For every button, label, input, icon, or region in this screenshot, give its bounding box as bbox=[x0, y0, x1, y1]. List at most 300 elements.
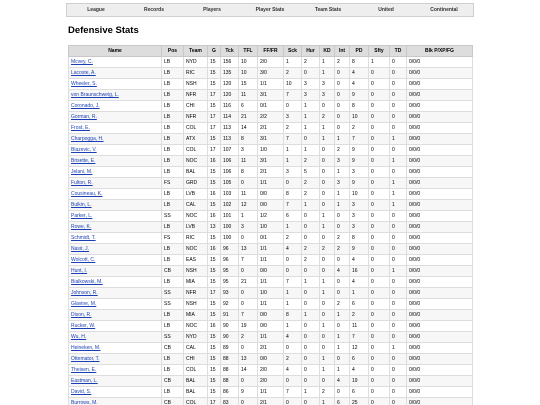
stat-cell: 1 bbox=[239, 211, 258, 222]
stat-cell: 1 bbox=[390, 200, 407, 211]
stat-cell: 1 bbox=[320, 398, 335, 405]
stat-cell: 0 bbox=[302, 376, 320, 387]
table-row bbox=[69, 167, 473, 178]
column-header-g[interactable]: G bbox=[208, 46, 221, 57]
stat-cell: NFR bbox=[184, 288, 208, 299]
stat-cell: BAL bbox=[184, 376, 208, 387]
stat-cell: 0 bbox=[369, 365, 390, 376]
player-link[interactable]: Rowe, K. bbox=[71, 224, 92, 230]
stat-cell: NSH bbox=[184, 299, 208, 310]
stat-cell: 1 bbox=[390, 343, 407, 354]
player-link[interactable]: Fulton, R. bbox=[71, 180, 93, 186]
stat-cell: 0 bbox=[335, 68, 350, 79]
stat-cell: 0 bbox=[320, 101, 335, 112]
stat-cell: 13 bbox=[239, 354, 258, 365]
stat-cell: 15 bbox=[208, 332, 221, 343]
stat-cell: 1 bbox=[335, 343, 350, 354]
stat-cell: 1 bbox=[320, 211, 335, 222]
stat-cell: 0 bbox=[369, 376, 390, 387]
stat-cell: 0 bbox=[390, 299, 407, 310]
stat-cell: 0 bbox=[239, 376, 258, 387]
stat-cell: CB bbox=[162, 398, 184, 405]
player-link[interactable]: Schmidt, T. bbox=[71, 235, 96, 241]
stat-cell: 1 bbox=[320, 134, 335, 145]
stat-cell: 11 bbox=[239, 156, 258, 167]
stat-cell: 7 bbox=[350, 134, 369, 145]
player-link[interactable]: Wu, H. bbox=[71, 334, 87, 340]
stat-cell: 0/0/0 bbox=[407, 343, 473, 354]
stat-cell: 120 bbox=[221, 79, 239, 90]
stat-cell: 4 bbox=[284, 365, 302, 376]
stat-cell: 8 bbox=[284, 310, 302, 321]
table-row bbox=[69, 343, 473, 354]
nav-league[interactable]: League bbox=[87, 7, 105, 13]
nav-team-stats[interactable]: Team Stats bbox=[314, 7, 342, 13]
stat-cell: 6 bbox=[284, 211, 302, 222]
stat-cell: 1 bbox=[320, 222, 335, 233]
stat-cell: 1 bbox=[335, 200, 350, 211]
stat-cell: 0 bbox=[302, 68, 320, 79]
stat-cell: 0 bbox=[284, 343, 302, 354]
stat-cell: NOC bbox=[184, 156, 208, 167]
table-row bbox=[69, 376, 473, 387]
stat-cell: 13 bbox=[208, 222, 221, 233]
stat-cell: COL bbox=[184, 123, 208, 134]
stat-cell: 3 bbox=[239, 145, 258, 156]
stat-cell: LB bbox=[162, 200, 184, 211]
stat-cell: 0/0/0 bbox=[407, 211, 473, 222]
stat-cell: 0/0/0 bbox=[407, 233, 473, 244]
stat-cell: 1 bbox=[335, 332, 350, 343]
player-link[interactable]: Theisen, E. bbox=[71, 367, 97, 373]
stat-cell: 6 bbox=[350, 354, 369, 365]
stat-cell: 0 bbox=[369, 299, 390, 310]
stat-cell: LVB bbox=[184, 189, 208, 200]
stat-cell: 15 bbox=[208, 68, 221, 79]
stat-cell: 10 bbox=[239, 68, 258, 79]
stat-cell: 0 bbox=[369, 255, 390, 266]
stat-cell: 0 bbox=[284, 255, 302, 266]
column-header-pos[interactable]: Pos bbox=[162, 46, 184, 57]
player-name-cell bbox=[69, 365, 162, 376]
stat-cell: 2/1 bbox=[258, 398, 284, 405]
player-link[interactable]: Blazevic, V. bbox=[71, 147, 97, 153]
stat-cell: 1/0 bbox=[258, 145, 284, 156]
stat-cell: 12 bbox=[239, 200, 258, 211]
stat-cell: 116 bbox=[221, 101, 239, 112]
nav-united[interactable]: United bbox=[378, 7, 394, 13]
stat-cell: 9 bbox=[350, 178, 369, 189]
stat-cell: 1 bbox=[320, 57, 335, 68]
stat-cell: 0 bbox=[369, 90, 390, 101]
player-link[interactable]: Frost, E. bbox=[71, 125, 90, 131]
stat-cell: 0 bbox=[369, 398, 390, 405]
stat-cell: 1 bbox=[302, 112, 320, 123]
stat-cell: 90 bbox=[221, 321, 239, 332]
stat-cell: 0 bbox=[369, 288, 390, 299]
stat-cell: 0 bbox=[284, 266, 302, 277]
stat-cell: 3/0 bbox=[258, 68, 284, 79]
stat-cell: 2 bbox=[320, 112, 335, 123]
player-link[interactable]: Nasir, J. bbox=[71, 246, 90, 252]
stat-cell: 2 bbox=[284, 68, 302, 79]
nav-continental[interactable]: Continental bbox=[430, 7, 458, 13]
stat-cell: 0/0/0 bbox=[407, 299, 473, 310]
stat-cell: 15 bbox=[208, 255, 221, 266]
stat-cell: 0 bbox=[369, 277, 390, 288]
stat-cell: 0/0 bbox=[258, 354, 284, 365]
stat-cell: 4 bbox=[284, 332, 302, 343]
stat-cell: 1 bbox=[302, 277, 320, 288]
stat-cell: 0 bbox=[320, 200, 335, 211]
stat-cell: 2 bbox=[335, 57, 350, 68]
column-header-pd[interactable]: PD bbox=[350, 46, 369, 57]
stat-cell: SS bbox=[162, 299, 184, 310]
stat-cell: 6 bbox=[239, 101, 258, 112]
stat-cell: 9 bbox=[239, 387, 258, 398]
player-link[interactable]: Bulkin, L. bbox=[71, 202, 92, 208]
stat-cell: 7 bbox=[284, 387, 302, 398]
column-header-tfl[interactable]: TFL bbox=[239, 46, 258, 57]
stat-cell: 2/1 bbox=[258, 167, 284, 178]
player-name-cell bbox=[69, 244, 162, 255]
stat-cell: 3 bbox=[350, 167, 369, 178]
stat-cell: 1 bbox=[320, 354, 335, 365]
column-header-hur[interactable]: Hur bbox=[302, 46, 320, 57]
stat-cell: 95 bbox=[221, 266, 239, 277]
stat-cell: CB bbox=[162, 266, 184, 277]
stat-cell: 0 bbox=[320, 299, 335, 310]
player-name-cell bbox=[69, 299, 162, 310]
stat-cell: LB bbox=[162, 167, 184, 178]
stat-cell: LB bbox=[162, 68, 184, 79]
player-link[interactable]: Lacoste, A. bbox=[71, 70, 96, 76]
stat-cell: 0 bbox=[320, 376, 335, 387]
stat-cell: 0 bbox=[320, 332, 335, 343]
stat-cell: 0 bbox=[390, 354, 407, 365]
table-row bbox=[69, 222, 473, 233]
stat-cell: 25 bbox=[350, 398, 369, 405]
player-name-cell bbox=[69, 145, 162, 156]
stat-cell: 0 bbox=[320, 233, 335, 244]
stat-cell: 16 bbox=[208, 156, 221, 167]
stat-cell: 2 bbox=[335, 299, 350, 310]
stat-cell: 15 bbox=[208, 200, 221, 211]
stat-cell: 86 bbox=[221, 387, 239, 398]
stat-cell: 2 bbox=[302, 189, 320, 200]
player-link[interactable]: Jelani, M. bbox=[71, 169, 93, 175]
stat-cell: 1 bbox=[302, 310, 320, 321]
player-name-cell bbox=[69, 189, 162, 200]
stat-cell: 0 bbox=[284, 101, 302, 112]
stat-cell: 15 bbox=[208, 299, 221, 310]
stat-cell: 15 bbox=[208, 310, 221, 321]
stat-cell: 0 bbox=[302, 266, 320, 277]
stat-cell: 156 bbox=[221, 57, 239, 68]
table-row bbox=[69, 189, 473, 200]
player-link[interactable]: Burrows, M. bbox=[71, 400, 98, 405]
stat-cell: LB bbox=[162, 277, 184, 288]
player-name-cell bbox=[69, 255, 162, 266]
stat-cell: 0 bbox=[335, 211, 350, 222]
stat-cell: 0 bbox=[302, 233, 320, 244]
column-header-blk-p-xp-fg[interactable]: Blk P/XP/FG bbox=[407, 46, 473, 57]
stat-cell: LVB bbox=[184, 222, 208, 233]
stat-cell: 83 bbox=[221, 398, 239, 405]
player-name-cell bbox=[69, 90, 162, 101]
stat-cell: 0 bbox=[390, 321, 407, 332]
stat-cell: 10 bbox=[239, 57, 258, 68]
stat-cell: 4 bbox=[350, 255, 369, 266]
stat-cell: 89 bbox=[221, 343, 239, 354]
stat-cell: 0/0/0 bbox=[407, 112, 473, 123]
stat-cell: 96 bbox=[221, 244, 239, 255]
column-header-td[interactable]: TD bbox=[390, 46, 407, 57]
stat-cell: 0/0 bbox=[258, 321, 284, 332]
stat-cell: 0 bbox=[390, 68, 407, 79]
stat-cell: 102 bbox=[221, 200, 239, 211]
stat-cell: 0/0/0 bbox=[407, 321, 473, 332]
stat-cell: 0 bbox=[239, 343, 258, 354]
stat-cell: 19 bbox=[239, 321, 258, 332]
stat-cell: 1 bbox=[302, 200, 320, 211]
table-row bbox=[69, 145, 473, 156]
stat-cell: 0 bbox=[390, 112, 407, 123]
player-link[interactable]: Bialkowski, M. bbox=[71, 279, 103, 285]
player-link[interactable]: Mcvey, C. bbox=[71, 59, 93, 65]
stat-cell: 0 bbox=[369, 343, 390, 354]
stat-cell: 1 bbox=[369, 57, 390, 68]
stat-cell: 0/0/0 bbox=[407, 156, 473, 167]
stat-cell: 2/2 bbox=[258, 112, 284, 123]
table-row bbox=[69, 332, 473, 343]
stat-cell: 0 bbox=[369, 101, 390, 112]
stat-cell: 15 bbox=[208, 376, 221, 387]
page-title: Defensive Stats bbox=[68, 25, 139, 36]
column-header-kd[interactable]: KD bbox=[320, 46, 335, 57]
player-link[interactable]: Gorman, R. bbox=[71, 114, 97, 120]
column-header-sck[interactable]: Sck bbox=[284, 46, 302, 57]
stat-cell: 16 bbox=[350, 266, 369, 277]
stat-cell: 16 bbox=[208, 244, 221, 255]
stat-cell: MIA bbox=[184, 310, 208, 321]
stat-cell: 1 bbox=[390, 189, 407, 200]
stat-cell: 2 bbox=[350, 310, 369, 321]
stat-cell: COL bbox=[184, 365, 208, 376]
stat-cell: 0 bbox=[239, 233, 258, 244]
stat-cell: 106 bbox=[221, 167, 239, 178]
stat-cell: 11 bbox=[239, 90, 258, 101]
stat-cell: COL bbox=[184, 145, 208, 156]
stat-cell: 7 bbox=[284, 134, 302, 145]
stat-cell: 0/0/0 bbox=[407, 266, 473, 277]
stat-cell: CB bbox=[162, 376, 184, 387]
stat-cell: LB bbox=[162, 145, 184, 156]
stat-cell: LB bbox=[162, 321, 184, 332]
player-link[interactable]: Brisette, E. bbox=[71, 158, 96, 164]
table-row bbox=[69, 398, 473, 405]
stat-cell: 0/0 bbox=[258, 310, 284, 321]
stat-cell: 3 bbox=[350, 211, 369, 222]
stat-cell: FS bbox=[162, 233, 184, 244]
stat-cell: 90 bbox=[221, 332, 239, 343]
stat-cell: 103 bbox=[221, 189, 239, 200]
stat-cell: 106 bbox=[221, 156, 239, 167]
stat-cell: 105 bbox=[221, 178, 239, 189]
stat-cell: 3 bbox=[350, 222, 369, 233]
stat-cell: 0 bbox=[320, 189, 335, 200]
stat-cell: 15 bbox=[208, 79, 221, 90]
table-body bbox=[69, 57, 473, 405]
table-row bbox=[69, 178, 473, 189]
stat-cell: SS bbox=[162, 211, 184, 222]
player-link[interactable]: Glavine, M. bbox=[71, 301, 97, 307]
stat-cell: LB bbox=[162, 365, 184, 376]
table-row bbox=[69, 79, 473, 90]
stat-cell: 7 bbox=[239, 255, 258, 266]
stat-cell: 0 bbox=[369, 332, 390, 343]
table-row bbox=[69, 255, 473, 266]
stat-cell: 2 bbox=[320, 387, 335, 398]
stat-cell: 0 bbox=[369, 321, 390, 332]
stat-cell: 12 bbox=[350, 343, 369, 354]
player-link[interactable]: Cousineau, K. bbox=[71, 191, 103, 197]
player-link[interactable]: Parker, L. bbox=[71, 213, 93, 219]
stat-cell: 0 bbox=[390, 101, 407, 112]
stat-cell: NSH bbox=[184, 266, 208, 277]
stat-cell: 2 bbox=[320, 244, 335, 255]
stat-cell: 1 bbox=[320, 365, 335, 376]
stat-cell: 0 bbox=[284, 178, 302, 189]
player-link[interactable]: Johnson, R. bbox=[71, 290, 98, 296]
stat-cell: 0/0/0 bbox=[407, 90, 473, 101]
column-header-sfty[interactable]: Sfty bbox=[369, 46, 390, 57]
nav-records[interactable]: Records bbox=[143, 7, 164, 13]
stat-cell: SS bbox=[162, 332, 184, 343]
stat-cell: CHI bbox=[184, 354, 208, 365]
stat-cell: NYD bbox=[184, 332, 208, 343]
stat-cell: 1/1 bbox=[258, 255, 284, 266]
stat-cell: LB bbox=[162, 90, 184, 101]
nav-player-stats[interactable]: Player Stats bbox=[255, 7, 285, 13]
stat-cell: 0/0/0 bbox=[407, 398, 473, 405]
stat-cell: 0 bbox=[335, 321, 350, 332]
stat-cell: 0/0/0 bbox=[407, 145, 473, 156]
nav-players[interactable]: Players bbox=[203, 7, 221, 13]
stat-cell: 1/2 bbox=[258, 211, 284, 222]
stat-cell: 2/0 bbox=[258, 365, 284, 376]
column-header-name[interactable]: Name bbox=[69, 46, 162, 57]
player-link[interactable]: Wheeler, S. bbox=[71, 81, 97, 87]
stat-cell: 2 bbox=[302, 57, 320, 68]
stat-cell: 101 bbox=[221, 211, 239, 222]
stat-cell: 3 bbox=[320, 90, 335, 101]
player-link[interactable]: Wolcott, C. bbox=[71, 257, 96, 263]
table-row bbox=[69, 134, 473, 145]
stat-cell: 1 bbox=[302, 387, 320, 398]
stat-cell: 3 bbox=[239, 222, 258, 233]
stat-cell: 2 bbox=[239, 332, 258, 343]
stat-cell: LB bbox=[162, 354, 184, 365]
stat-cell: 16 bbox=[208, 189, 221, 200]
stat-cell: 0 bbox=[390, 376, 407, 387]
player-link[interactable]: Eastman, L. bbox=[71, 378, 98, 384]
stat-cell: 4 bbox=[350, 365, 369, 376]
player-link[interactable]: Coronado, J. bbox=[71, 103, 100, 109]
stat-cell: 2 bbox=[284, 354, 302, 365]
stat-cell: 15 bbox=[208, 266, 221, 277]
player-link[interactable]: Rucker, W. bbox=[71, 323, 96, 329]
stat-cell: 14 bbox=[239, 365, 258, 376]
column-header-tck[interactable]: Tck bbox=[221, 46, 239, 57]
player-link[interactable]: Charpogga, H. bbox=[71, 136, 104, 142]
player-name-cell bbox=[69, 266, 162, 277]
stat-cell: 0 bbox=[369, 156, 390, 167]
player-name-cell bbox=[69, 387, 162, 398]
stat-cell: 2 bbox=[302, 244, 320, 255]
column-header-ff-fr[interactable]: FF/FR bbox=[258, 46, 284, 57]
stat-cell: RIC bbox=[184, 68, 208, 79]
stat-cell: 0 bbox=[369, 112, 390, 123]
table-row bbox=[69, 299, 473, 310]
column-header-int[interactable]: Int bbox=[335, 46, 350, 57]
stat-cell: 0 bbox=[390, 167, 407, 178]
player-name-cell bbox=[69, 68, 162, 79]
player-name-cell bbox=[69, 101, 162, 112]
player-link[interactable]: von Braunschweig, L. bbox=[71, 92, 119, 98]
player-link[interactable]: Ottemator, T. bbox=[71, 356, 100, 362]
stat-cell: LB bbox=[162, 222, 184, 233]
main-nav bbox=[66, 3, 474, 17]
player-link[interactable]: Hunt, I. bbox=[71, 268, 88, 274]
stat-cell: 0 bbox=[335, 255, 350, 266]
stat-cell: 16 bbox=[208, 211, 221, 222]
stat-cell: 8 bbox=[239, 167, 258, 178]
defensive-stats-table bbox=[68, 45, 473, 405]
stat-cell: 0/0/0 bbox=[407, 255, 473, 266]
stat-cell: 3 bbox=[302, 79, 320, 90]
stat-cell: 0 bbox=[390, 211, 407, 222]
stat-cell: BAL bbox=[184, 167, 208, 178]
player-name-cell bbox=[69, 156, 162, 167]
stat-cell: 0 bbox=[369, 354, 390, 365]
column-header-team[interactable]: Team bbox=[184, 46, 208, 57]
stat-cell: NOC bbox=[184, 244, 208, 255]
player-name-cell bbox=[69, 343, 162, 354]
table-row bbox=[69, 57, 473, 68]
stat-cell: 6 bbox=[350, 387, 369, 398]
stat-cell: 17 bbox=[208, 288, 221, 299]
player-link[interactable]: David, S. bbox=[71, 389, 92, 395]
player-link[interactable]: Dixon, R. bbox=[71, 312, 92, 318]
stat-cell: 9 bbox=[350, 244, 369, 255]
stat-cell: 93 bbox=[221, 288, 239, 299]
stat-cell: 15 bbox=[208, 57, 221, 68]
stat-cell: GRD bbox=[184, 178, 208, 189]
stat-cell: 2 bbox=[302, 255, 320, 266]
stat-cell: 1 bbox=[302, 145, 320, 156]
stat-cell: 4 bbox=[350, 277, 369, 288]
player-link[interactable]: Heineken, M. bbox=[71, 345, 101, 351]
stat-cell: 7 bbox=[284, 277, 302, 288]
stat-cell: 0 bbox=[335, 123, 350, 134]
stat-cell: 0/1 bbox=[258, 101, 284, 112]
stat-cell: 15 bbox=[208, 178, 221, 189]
stat-cell: 0 bbox=[335, 101, 350, 112]
stat-cell: LB bbox=[162, 387, 184, 398]
stat-cell: 11 bbox=[239, 189, 258, 200]
stat-cell: 0 bbox=[390, 398, 407, 405]
